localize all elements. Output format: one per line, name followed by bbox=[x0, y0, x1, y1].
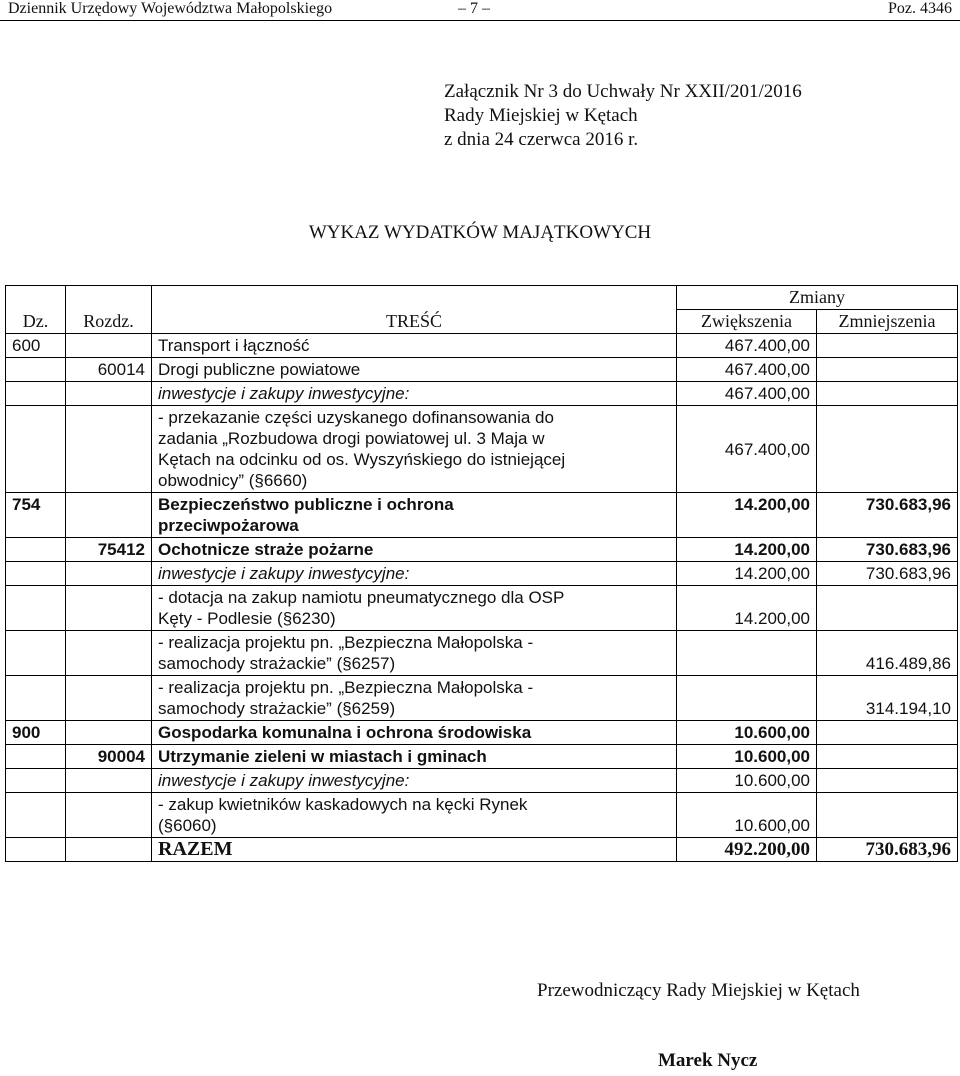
header-rozdz: Rozdz. bbox=[66, 286, 152, 334]
position-number: Poz. 4346 bbox=[888, 0, 952, 17]
expenditure-table bbox=[5, 285, 958, 862]
header-tresc: TREŚĆ bbox=[152, 286, 677, 334]
journal-name: Dziennik Urzędowy Województwa Małopolskiego bbox=[8, 0, 333, 17]
table-row: 75412 Ochotnicze straże pożarne 14.200,00 730.683,96 bbox=[6, 538, 958, 562]
table-row: 600 Transport i łączność 467.400,00 bbox=[6, 334, 958, 358]
header-rule bbox=[0, 20, 960, 21]
page-number: – 7 – bbox=[458, 0, 490, 17]
total-increase: 492.200,00 bbox=[677, 838, 817, 862]
table-row: 900 Gospodarka komunalna i ochrona środowiska 10.600,00 bbox=[6, 721, 958, 745]
total-row bbox=[6, 838, 958, 862]
total-label: RAZEM bbox=[152, 838, 677, 862]
row-description: - dotacja na zakup namiotu pneumatycznego dla OSP Kęty - Podlesie (§6230) bbox=[152, 586, 677, 631]
annex-line-1: Załącznik Nr 3 do Uchwały Nr XXII/201/2016 bbox=[444, 81, 802, 102]
header-zmniejszenia: Zmniejszenia bbox=[817, 310, 958, 334]
row-description: - przekazanie części uzyskanego dofinansowania do zadania „Rozbudowa drogi powiatowej ul. 3 Maja w Kętach na odcinku od os. Wyszyńskiego do istniejącej obwodnicy” (§6660) bbox=[152, 406, 677, 493]
annex-line-3: z dnia 24 czerwca 2016 r. bbox=[444, 129, 639, 150]
table-row: 754 Bezpieczeństwo publiczne i ochrona przeciwpożarowa 14.200,00 730.683,96 bbox=[6, 493, 958, 538]
table-row: 60014 Drogi publiczne powiatowe 467.400,00 bbox=[6, 358, 958, 382]
table-row: - realizacja projektu pn. „Bezpieczna Małopolska - samochody strażackie” (§6259) 314.194,10 bbox=[6, 676, 958, 721]
table-row: inwestycje i zakupy inwestycyjne: 14.200,00 730.683,96 bbox=[6, 562, 958, 586]
row-description: - realizacja projektu pn. „Bezpieczna Małopolska - samochody strażackie” (§6259) bbox=[152, 676, 677, 721]
signature-role: Przewodniczący Rady Miejskiej w Kętach bbox=[537, 980, 860, 1001]
row-description: - zakup kwietników kaskadowych na kęcki Rynek (§6060) bbox=[152, 793, 677, 838]
table-row: - dotacja na zakup namiotu pneumatycznego dla OSP Kęty - Podlesie (§6230) 14.200,00 bbox=[6, 586, 958, 631]
table-header-row bbox=[6, 286, 958, 310]
header-zwiekszenia: Zwiększenia bbox=[677, 310, 817, 334]
signature-name: Marek Nycz bbox=[658, 1050, 758, 1071]
annex-reference bbox=[444, 80, 802, 152]
page-header bbox=[0, 0, 960, 20]
table-row: inwestycje i zakupy inwestycyjne: 10.600,00 bbox=[6, 769, 958, 793]
header-zmiany: Zmiany bbox=[677, 286, 958, 310]
annex-line-2: Rady Miejskiej w Kętach bbox=[444, 105, 638, 126]
table-row: inwestycje i zakupy inwestycyjne: 467.400,00 bbox=[6, 382, 958, 406]
row-description: Bezpieczeństwo publiczne i ochrona przeciwpożarowa bbox=[152, 493, 677, 538]
table-row: - realizacja projektu pn. „Bezpieczna Małopolska - samochody strażackie” (§6257) 416.489,86 bbox=[6, 631, 958, 676]
total-decrease: 730.683,96 bbox=[817, 838, 958, 862]
table-row: - przekazanie części uzyskanego dofinansowania do zadania „Rozbudowa drogi powiatowej ul. 3 Maja w Kętach na odcinku od os. Wyszyńskiego do istniejącej obwodnicy” (§6660) 467.400,00 bbox=[6, 406, 958, 493]
row-description: - realizacja projektu pn. „Bezpieczna Małopolska - samochody strażackie” (§6257) bbox=[152, 631, 677, 676]
table-row: - zakup kwietników kaskadowych na kęcki Rynek (§6060) 10.600,00 bbox=[6, 793, 958, 838]
header-dz: Dz. bbox=[6, 286, 66, 334]
document-title: WYKAZ WYDATKÓW MAJĄTKOWYCH bbox=[308, 222, 652, 243]
table-row: 90004 Utrzymanie zieleni w miastach i gminach 10.600,00 bbox=[6, 745, 958, 769]
